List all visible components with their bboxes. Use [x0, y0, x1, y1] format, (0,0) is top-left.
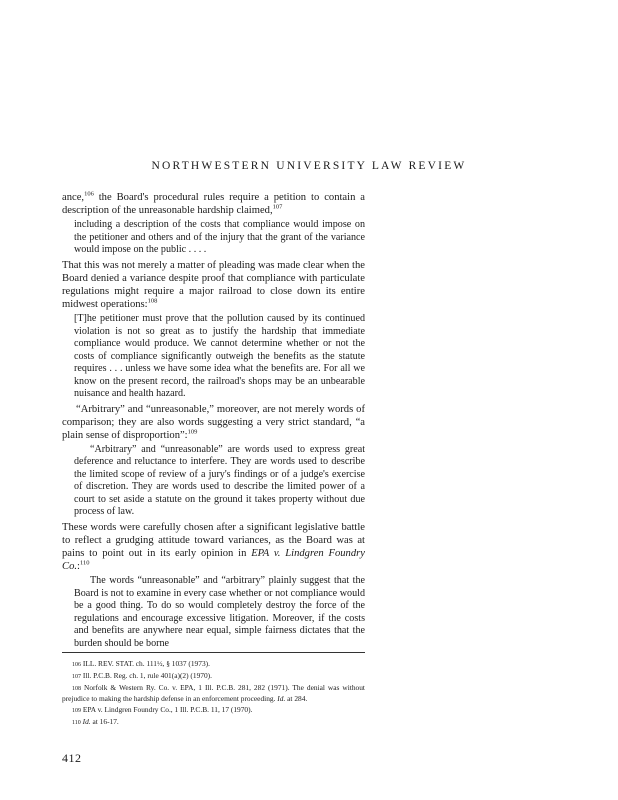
paragraph-2: [62, 259, 365, 311]
footnote-id: Id.: [277, 694, 286, 703]
main-text: [62, 191, 365, 652]
block-quote-4: The words “unreasonable” and “arbitrary” plainly suggest that the Board is not to examine in every case whether or not compliance would be a good thing. To do so would completely destroy the force of the regulations and encourage excessive litigation. Moreover, if the costs and benefits are anywhere near equal, simple fairness dictates that the burden should be borne: [74, 575, 365, 649]
footnote-108: [62, 683, 365, 704]
text-span: These words were carefully chosen after a significant legislative battle to reflect a grudging attitude toward variances, as the Board was at pains to point out in its early opinion in: [62, 521, 365, 560]
block-quote-3: “Arbitrary” and “unreasonable” are words used to express great deference and reluctance to interfere. They are words used to describe the limited scope of review of a jury's findings or of a judge's exercise of discretion. They are words used to describe the limited power of a court to set aside a statute on the ground it takes property without due process of law.: [74, 443, 365, 518]
footnote-text: at 284.: [285, 694, 308, 703]
running-header: NORTHWESTERN UNIVERSITY LAW REVIEW: [151, 160, 467, 172]
footnote-ref-108[interactable]: 108: [147, 297, 158, 305]
paragraph-1: [62, 191, 365, 217]
footnote-109: [62, 705, 365, 716]
footnote-ref-107[interactable]: 107: [272, 203, 283, 211]
footnote-id: Id.: [82, 717, 91, 726]
footnote-text: EPA v. Lindgren Foundry Co., 1 Ill. P.C.B. 11, 17 (1970).: [82, 705, 253, 714]
block-quote-1: including a description of the costs that compliance would impose on the petitioner and others and of the injury that the grant of the variance would impose on the public . . . .: [74, 219, 365, 256]
footnote-number: 110: [72, 720, 81, 726]
footnote-ref-106[interactable]: 106: [84, 190, 94, 198]
case-name: EPA v. Lindgren Foundry Co.: [62, 548, 365, 573]
footnote-text: Norfolk & Western Ry. Co. v. EPA, 1 Ill. P.C.B. 281, 282 (1971). The denial was without prejudice to making the hardship defense in an enforcement proceeding.: [62, 683, 365, 703]
footnote-ref-109[interactable]: 109: [187, 428, 198, 436]
footnote-106: [62, 659, 365, 670]
paragraph-4: [62, 521, 365, 573]
text-span: That this was not merely a matter of pleading was made clear when the Board denied a variance despite proof that compliance with particulate regulations might require a major railroad to close down its entire midwest operations:: [62, 259, 365, 310]
footnote-divider: [62, 652, 365, 653]
footnotes: [62, 659, 365, 729]
text-span: :: [77, 561, 80, 573]
page-number: 412: [62, 751, 82, 765]
footnote-ref-110[interactable]: 110: [79, 559, 90, 567]
footnote-text: Ill. P.C.B. Reg. ch. 1, rule 401(a)(2) (1970).: [82, 671, 212, 680]
footnote-number: 108: [72, 686, 81, 692]
block-quote-2: [T]he petitioner must prove that the pollution caused by its continued violation is not so great as to justify the hardship that immediate compliance would produce. We cannot determine whether or not the costs of compliance significantly outweigh the benefits as the statute requires . . . unless we have some idea what the benefits are. For all we know on the present record, the railroad's shops may be an unbearable nuisance and health hazard.: [74, 313, 365, 400]
footnote-107: [62, 671, 365, 682]
footnote-text: ILL. REV. STAT. ch. 111½, § 1037 (1973).: [82, 659, 210, 668]
footnote-number: 107: [72, 674, 81, 680]
footnote-text: at 16-17.: [90, 717, 119, 726]
paragraph-3: [62, 403, 365, 442]
text-span: the Board's procedural rules require a petition to contain a description of the unreasonable hardship claimed,: [62, 192, 365, 217]
footnote-110: [62, 717, 365, 728]
footnote-number: 106: [72, 662, 81, 668]
text-span: ance,: [62, 192, 85, 203]
footnote-number: 109: [72, 708, 81, 714]
text-span: “Arbitrary” and “unreasonable,” moreover, are not merely words of comparison; they are also words suggesting a very strict standard, “a plain sense of disproportion”:: [62, 403, 365, 441]
